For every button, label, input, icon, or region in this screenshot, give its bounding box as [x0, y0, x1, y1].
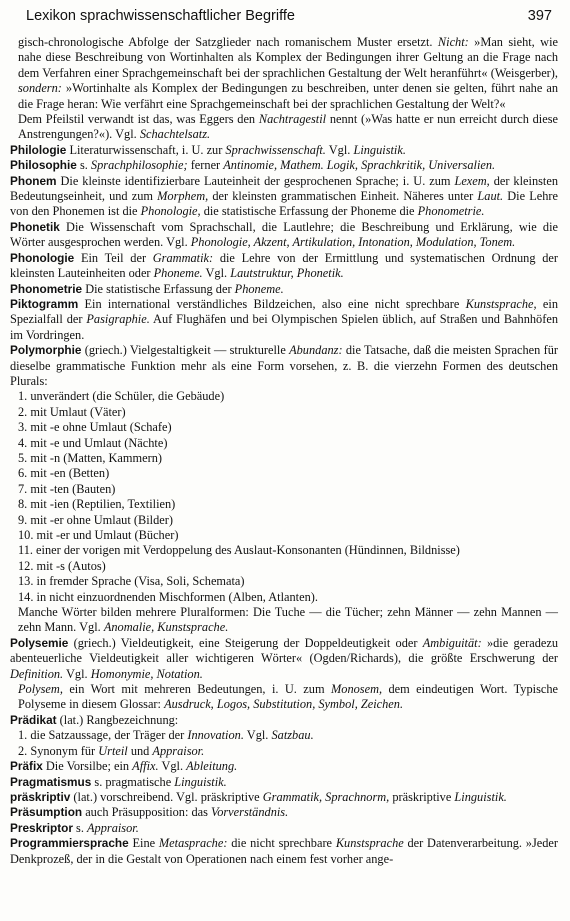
list-item: 4. mit -e und Umlaut (Nächte) [18, 435, 168, 450]
header-title: Lexikon sprachwissenschaftlicher Begriffe [26, 8, 295, 24]
headword: Piktogramm [10, 296, 79, 311]
text-run: gisch-chronologische Abfolge der Satzglieder nach romanischem Muster ersetzt. [18, 35, 438, 49]
text-run: der kleinsten Bedeutungseinheit, und zum [10, 173, 559, 204]
cross-reference: Appraisor. [152, 743, 205, 758]
list-item [10, 744, 558, 759]
cross-reference: Lautstruktur, Phonetik. [230, 266, 344, 281]
text-run: auch Präsupposition: das [82, 805, 212, 820]
entry-phonetik [10, 220, 558, 251]
cross-reference: Antinomie, Mathem. Logik, Sprachkritik, Universalien. [223, 158, 496, 173]
entry-praedikat [10, 713, 558, 728]
text-run: 1. die Satzaussage, der Träger der [18, 728, 188, 743]
entry-continuation [10, 682, 558, 713]
italic-run: Schachtelsatz. [139, 127, 211, 142]
cross-reference: Laut. [477, 189, 504, 204]
text-run: die Tatsache, daß die meisten Sprachen für dieselbe grammatische Funktion mehr als eine Form vorsehen, z. B. die vierzehn Formen des deutschen Plurals: [10, 343, 558, 388]
text-run: »Wortinhalte als Komplex der Bedingungen zu beschreiben, unter denen sie gelten, führt nahe an die Frage heran: Wie verfährt eine Sprachgemeinschaft bei der sprachlichen Gestaltung der Welt?« [18, 81, 558, 111]
entry-philologie [10, 143, 558, 158]
running-header [26, 6, 552, 26]
entry-phonem [10, 174, 558, 220]
text-run: Die kleinste identifizierbare Lauteinheit der gesprochenen Sprache; i. U. zum [56, 173, 455, 188]
headword: Programmiersprache [10, 836, 129, 851]
cross-reference: Innovation. [187, 728, 244, 743]
cross-reference: Satzbau. [271, 728, 314, 743]
text-run: Auf Flughäfen und bei Olympischen Spielen üblich, auf Straßen und Bahnhöfen im Vordringen. [10, 312, 558, 342]
text-run: s. [72, 820, 88, 835]
text-run: (lat.) Rangbezeichnung: [56, 712, 179, 727]
list-item: 2. mit Umlaut (Väter) [18, 404, 126, 419]
entry-phonologie [10, 251, 558, 282]
headword: Phonetik [10, 219, 60, 234]
text-run: Ein international verständliches Bildzeichen, also eine nicht sprechbare [78, 296, 466, 311]
italic-run: sondern: [18, 81, 62, 96]
cross-reference: Phonometrie. [417, 204, 485, 219]
entry-praeskriptiv [10, 790, 558, 805]
cross-reference: Sprachphilosophie; [90, 158, 188, 173]
lexicon-text [10, 35, 558, 867]
cross-reference: Affix. [132, 759, 159, 774]
cross-reference: Urteil [98, 743, 128, 758]
cross-reference: Kunstsprache [335, 836, 404, 851]
text-run: Ein Teil der [74, 250, 153, 265]
text-run: Vgl. [325, 142, 354, 157]
entry-phonometrie [10, 282, 558, 297]
headword: Polymorphie [10, 343, 82, 358]
headword: Phonem [10, 173, 57, 188]
text-run: die Lehre von der Ermittlung und systematischen Ordnung der kleinsten Lauteinheiten oder [10, 250, 558, 281]
text-run: dem eindeutigen Wort. Typische Polyseme in diesem Glossar: [18, 682, 558, 712]
list-item: 6. mit -en (Betten) [18, 466, 110, 481]
list-item: 10. mit -er und Umlaut (Bücher) [18, 528, 179, 542]
cross-reference: Abundanz: [289, 343, 343, 358]
headword: Preskriptor [10, 820, 73, 835]
headword: Philologie [10, 142, 67, 157]
cross-reference: Definition. [10, 666, 64, 681]
cross-reference: Anomalie, Kunstsprache. [103, 620, 229, 635]
list-item: 7. mit -ten (Bauten) [18, 481, 116, 496]
cross-reference: Kunstsprache, [465, 296, 537, 311]
cross-reference: Lexem, [454, 173, 490, 188]
text-run: Literaturwissenschaft, i. U. zur [66, 142, 226, 157]
list-item: 13. in fremder Sprache (Visa, Soli, Schemata) [18, 574, 245, 589]
text-run: (griech.) Vielgestaltigkeit — strukturelle [81, 343, 290, 358]
cross-reference: Linguistik. [353, 142, 406, 157]
text-run: die nicht sprechbare [227, 836, 336, 851]
headword: Polysemie [10, 635, 69, 650]
page-number: 397 [527, 8, 552, 24]
entry-piktogramm [10, 297, 558, 343]
cross-reference: Phonologie, [140, 204, 201, 219]
text-run: Die Vorsilbe; ein [42, 759, 133, 774]
text-run: 2. Synonym für [18, 743, 99, 758]
entry-pragmatismus [10, 775, 558, 790]
text-run: Die statistische Erfassung der [82, 281, 235, 296]
text-run: präskriptive [389, 789, 455, 804]
entry-continuation [10, 605, 558, 636]
list-item: 11. einer der vorigen mit Verdoppelung des Auslaut-Konsonanten (Hündinnen, Bildnisse) [18, 543, 460, 558]
italic-run: Nachtragestil [258, 112, 327, 127]
entry-philosophie [10, 158, 558, 173]
text-run: Vgl. [63, 666, 91, 681]
text-run: Eine [128, 836, 159, 851]
cross-reference: Linguistik. [174, 774, 227, 789]
entry-polymorphie [10, 343, 558, 389]
cross-reference: Sprachwissenschaft. [225, 142, 326, 157]
entry-polysemie [10, 636, 558, 682]
text-run: »die geradezu abenteuerliche Vieldeutigkeit aller wichtigeren Wörter« (Ogden/Richards), die größte Erschwerung der [10, 635, 558, 666]
headword: Präfix [10, 759, 43, 774]
text-run: »Man sieht, wie nahe diese Beschreibung von Wortinhalten als Komplex der Bedingungen ihrer Geltung an die Frage nach dem Verfahren einer Sprachgemeinschaft bei der sprachlichen Gestaltung der Welt heranführt« (Weisgerber), [18, 35, 558, 80]
headword: präskriptiv [10, 789, 71, 804]
entry-continuation [10, 112, 558, 143]
list-item: 1. unverändert (die Schüler, die Gebäude) [18, 389, 225, 404]
entry-continuation [10, 35, 558, 112]
cross-reference: Ambiguität: [422, 635, 482, 650]
cross-reference: Phoneme. [234, 281, 284, 296]
list-item: 3. mit -e ohne Umlaut (Schafe) [18, 420, 172, 435]
list-item [10, 728, 558, 743]
text-run: der kleinsten grammatischen Einheit. Näheres unter [208, 189, 478, 204]
cross-reference: Grammatik, Sprachnorm, [262, 789, 390, 804]
entry-preskriptor [10, 821, 558, 836]
cross-reference: Metasprache: [158, 836, 228, 851]
cross-reference: Phoneme. [153, 266, 203, 281]
text-run: ein Spezialfall der [10, 296, 558, 327]
cross-reference: Polysem, [18, 682, 63, 697]
text-run: der Datenverarbeitung. »Jeder Denkprozeß, der in die Gestalt von Operationen nach einem fest vorher ange- [10, 836, 558, 866]
cross-reference: Linguistik. [454, 789, 507, 804]
list-item: 8. mit -ien (Reptilien, Textilien) [18, 497, 176, 512]
cross-reference: Grammatik: [152, 250, 214, 265]
entry-programmiersprache [10, 836, 558, 867]
cross-reference: Ausdruck, Logos, Substitution, Symbol, Zeichen. [164, 697, 404, 712]
cross-reference: Vorverständnis. [211, 805, 289, 820]
text-run: ein Wort mit mehreren Bedeutungen, i. U. zum [62, 682, 331, 697]
headword: Pragmatismus [10, 774, 92, 789]
cross-reference: Phonologie, Akzent, Artikulation, Intonation, Modulation, Tonem. [190, 235, 516, 250]
text-run: ferner [187, 158, 224, 173]
cross-reference: Pasigraphie. [86, 312, 150, 327]
list-item: 12. mit -s (Autos) [18, 558, 106, 573]
list-item: 9. mit -er ohne Umlaut (Bilder) [18, 512, 173, 527]
entry-praesumption [10, 805, 558, 820]
headword: Philosophie [10, 158, 77, 173]
list-item: 5. mit -n (Matten, Kammern) [18, 450, 162, 465]
entry-praefix [10, 759, 558, 774]
cross-reference: Appraisor. [87, 820, 139, 835]
text-run: Dem Pfeilstil verwandt ist das, was Eggers den [18, 112, 259, 127]
headword: Phonometrie [10, 281, 83, 296]
italic-run: Nicht: [437, 35, 469, 49]
text-run: Die Wissenschaft vom Sprachschall, die Lautlehre; die Beschreibung und Erklärung, wie die Wörter ausgesprochen werden. Vgl. [10, 219, 558, 250]
text-run: nennt (»Was hatte er nun erreicht durch diese Anstrengungen?«). Vgl. [18, 112, 559, 142]
text-run: Vgl. [158, 759, 187, 774]
cross-reference: Homonymie, Notation. [90, 666, 203, 681]
text-run: s. [76, 158, 91, 173]
text-run: Vgl. [243, 728, 272, 743]
cross-reference: Ableitung. [186, 759, 238, 774]
list-item: 14. in nicht einzuordnenden Mischformen (Alben, Atlanten). [18, 589, 318, 604]
text-run: (lat.) vorschreibend. Vgl. präskriptive [70, 789, 263, 804]
headword: Phonologie [10, 250, 75, 265]
text-run: Die Lehre von den Phonemen ist die [10, 189, 559, 219]
cross-reference: Monosem, [330, 682, 383, 697]
text-run: (griech.) Vieldeutigkeit, eine Steigerung der Doppeldeutigkeit oder [68, 635, 423, 650]
text-run: die statistische Erfassung der Phoneme die [200, 204, 418, 219]
text-run: Vgl. [202, 266, 231, 281]
text-run: und [127, 743, 153, 758]
text-run: Manche Wörter bilden mehrere Pluralformen: Die Tuche — die Tücher; zehn Männer — zehn Mannen — zehn Mann. Vgl. [18, 605, 558, 635]
headword: Prädikat [10, 712, 57, 727]
headword: Präsumption [10, 805, 83, 820]
cross-reference: Morphem, [157, 189, 209, 204]
text-run: s. pragmatische [91, 774, 175, 789]
